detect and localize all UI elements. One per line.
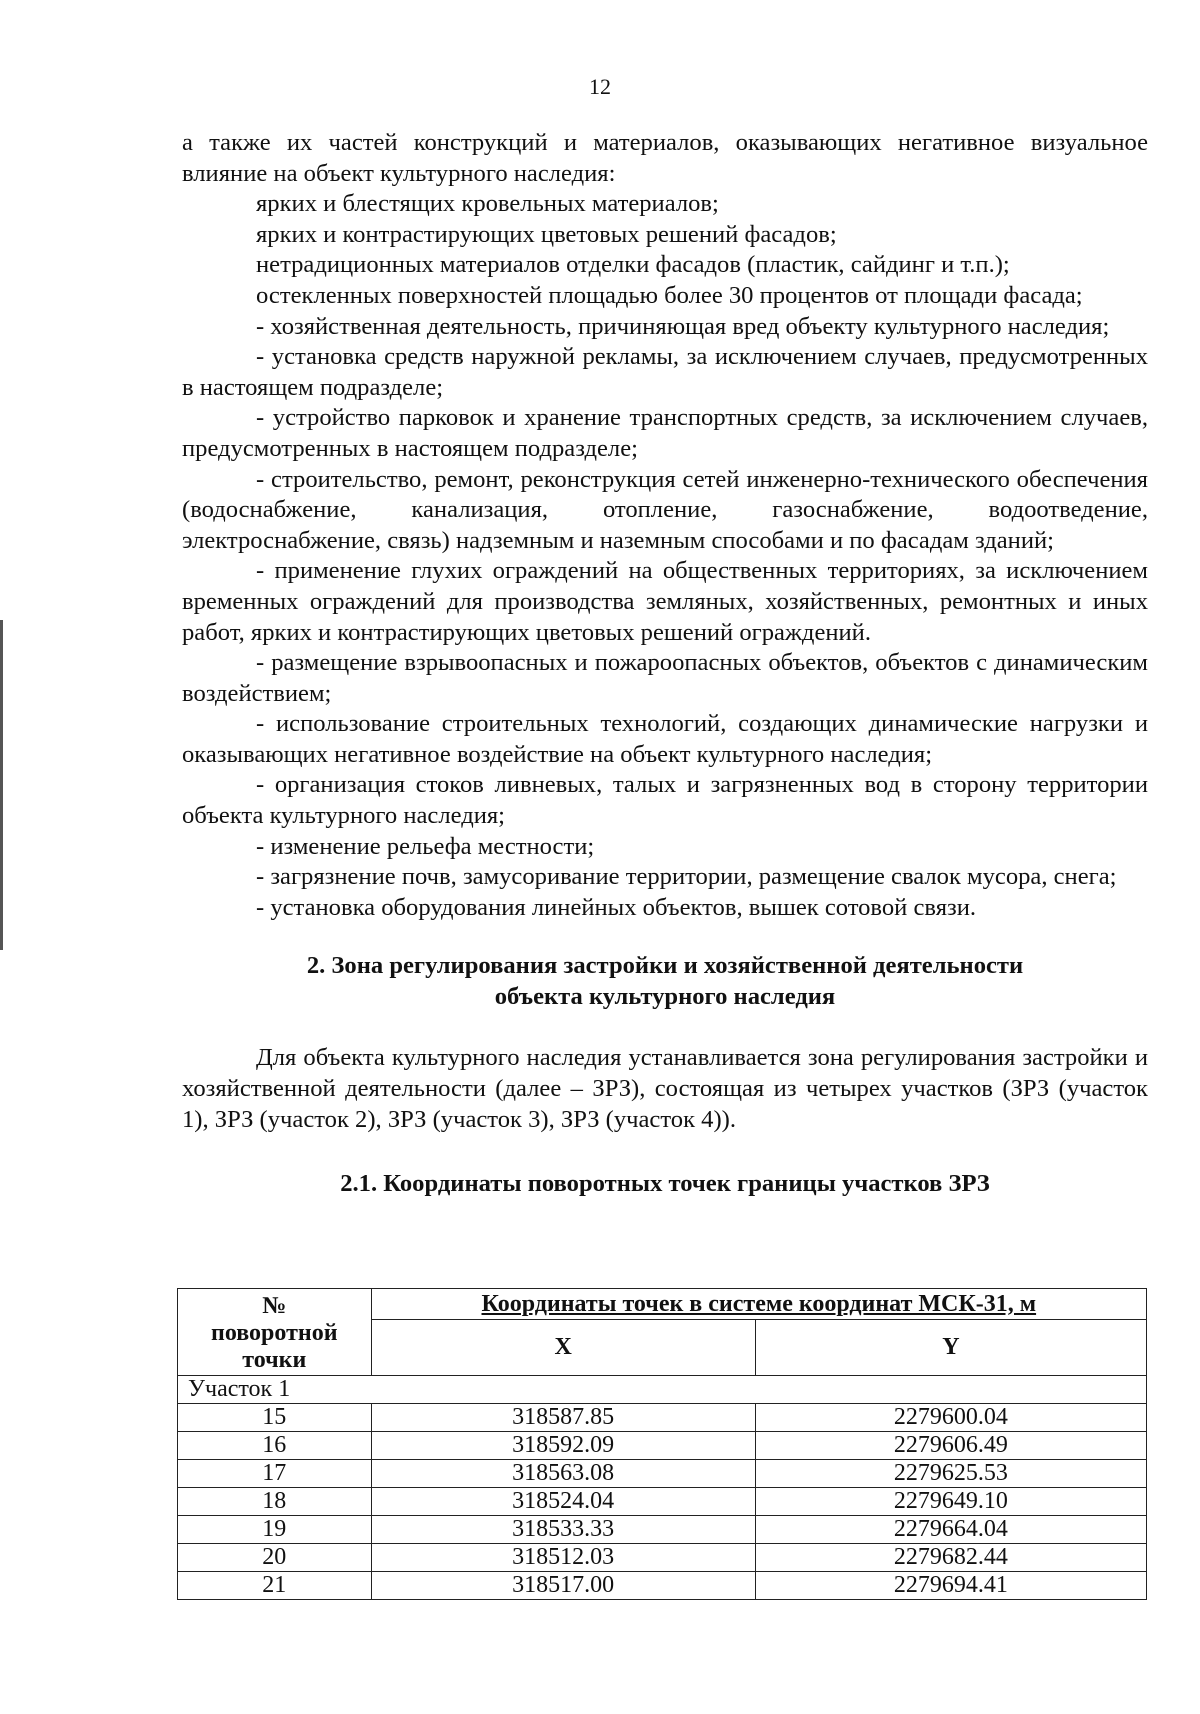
- list-item: - загрязнение почв, замусоривание территории, размещение свалок мусора, снега;: [256, 863, 1117, 891]
- table-row: [178, 1460, 1147, 1488]
- scan-edge-mark: [0, 620, 3, 950]
- list-item: ярких и контрастирующих цветовых решений фасадов;: [256, 220, 837, 248]
- list-item: - установка оборудования линейных объектов, вышек сотовой связи.: [256, 893, 977, 921]
- list-item: - установка средств наружной рекламы, за исключением случаев, предусмотренных в настоящем подразделе;: [182, 343, 1148, 401]
- table-row: [178, 1432, 1147, 1460]
- x-value: 318512.03: [371, 1544, 755, 1572]
- point-number: 16: [178, 1432, 372, 1460]
- point-number: 21: [178, 1572, 372, 1600]
- list-item: - применение глухих ограждений на общественных территориях, за исключением временных ограждений для производства земляных, хозяйственных, ремонтных и иных работ, ярких и контрастирующих цветовых решений ограждений.: [182, 557, 1148, 646]
- header-y: Y: [755, 1320, 1146, 1376]
- header-point-number: [178, 1289, 372, 1376]
- section-paragraph: Для объекта культурного наследия устанавливается зона регулирования застройки и хозяйственной деятельности (далее – ЗРЗ), состоящая из четырех участков (ЗРЗ (участок 1), ЗРЗ (участок 2), ЗРЗ (участок 3), ЗРЗ (участок 4)).: [182, 1044, 1148, 1133]
- table-row: [178, 1544, 1147, 1572]
- section-label: Участок 1: [178, 1376, 1147, 1404]
- point-number: 18: [178, 1488, 372, 1516]
- table-title: 2.1. Координаты поворотных точек границы участков ЗРЗ: [340, 1170, 990, 1198]
- table-row: [178, 1488, 1147, 1516]
- paragraph: а также их частей конструкций и материалов, оказывающих негативное визуальное влияние на объект культурного наследия:: [182, 129, 1148, 187]
- x-value: 318592.09: [371, 1432, 755, 1460]
- point-number: 19: [178, 1516, 372, 1544]
- header-x: X: [371, 1320, 755, 1376]
- list-item: нетрадиционных материалов отделки фасадов (пластик, сайдинг и т.п.);: [256, 251, 1010, 279]
- x-value: 318517.00: [371, 1572, 755, 1600]
- list-item: - организация стоков ливневых, талых и загрязненных вод в сторону территории объекта культурного наследия;: [182, 771, 1148, 830]
- document-body: [182, 128, 1148, 1200]
- section-heading-line2: объекта культурного наследия: [494, 983, 836, 1011]
- x-value: 318587.85: [371, 1404, 755, 1432]
- list-item: ярких и блестящих кровельных материалов;: [256, 190, 719, 218]
- y-value: 2279606.49: [755, 1432, 1146, 1460]
- y-value: 2279664.04: [755, 1516, 1146, 1544]
- x-value: 318563.08: [371, 1460, 755, 1488]
- y-value: 2279694.41: [755, 1572, 1146, 1600]
- list-item: - строительство, ремонт, реконструкция сетей инженерно-технического обеспечения (водоснабжение, канализация, отопление, газоснабжение, водоотведение, электроснабжение, связь) надземным и наземным способами и по фасадам зданий;: [182, 465, 1148, 554]
- list-item: - использование строительных технологий, создающих динамические нагрузки и оказывающих негативное воздействие на объект культурного наследия;: [182, 710, 1148, 768]
- x-value: 318524.04: [371, 1488, 755, 1516]
- point-number: 20: [178, 1544, 372, 1572]
- x-value: 318533.33: [371, 1516, 755, 1544]
- list-item: остекленных поверхностей площадью более 30 процентов от площади фасада;: [256, 281, 1083, 309]
- header-coordinates: Координаты точек в системе координат МСК-31, м: [371, 1289, 1146, 1320]
- point-number: 15: [178, 1404, 372, 1432]
- table-row: [178, 1404, 1147, 1432]
- table-row: [178, 1572, 1147, 1600]
- section-heading: [182, 950, 1148, 1012]
- header-point-line2: поворотной: [211, 1319, 338, 1346]
- list-item: - хозяйственная деятельность, причиняющая вред объекту культурного наследия;: [256, 312, 1110, 340]
- y-value: 2279625.53: [755, 1460, 1146, 1488]
- table-row: [178, 1516, 1147, 1544]
- list-item: - изменение рельефа местности;: [256, 832, 595, 860]
- coordinates-table: [177, 1288, 1147, 1600]
- header-point-line1: №: [262, 1292, 287, 1319]
- page-number: 12: [589, 74, 611, 99]
- list-item: - размещение взрывоопасных и пожароопасных объектов, объектов с динамическим воздействием;: [182, 649, 1148, 707]
- header-point-line3: точки: [242, 1346, 307, 1373]
- y-value: 2279682.44: [755, 1544, 1146, 1572]
- point-number: 17: [178, 1460, 372, 1488]
- list-item: - устройство парковок и хранение транспортных средств, за исключением случаев, предусмотренных в настоящем подразделе;: [182, 404, 1148, 462]
- y-value: 2279600.04: [755, 1404, 1146, 1432]
- y-value: 2279649.10: [755, 1488, 1146, 1516]
- table-section-row: [178, 1376, 1147, 1404]
- section-heading-line1: 2. Зона регулирования застройки и хозяйственной деятельности: [306, 952, 1024, 980]
